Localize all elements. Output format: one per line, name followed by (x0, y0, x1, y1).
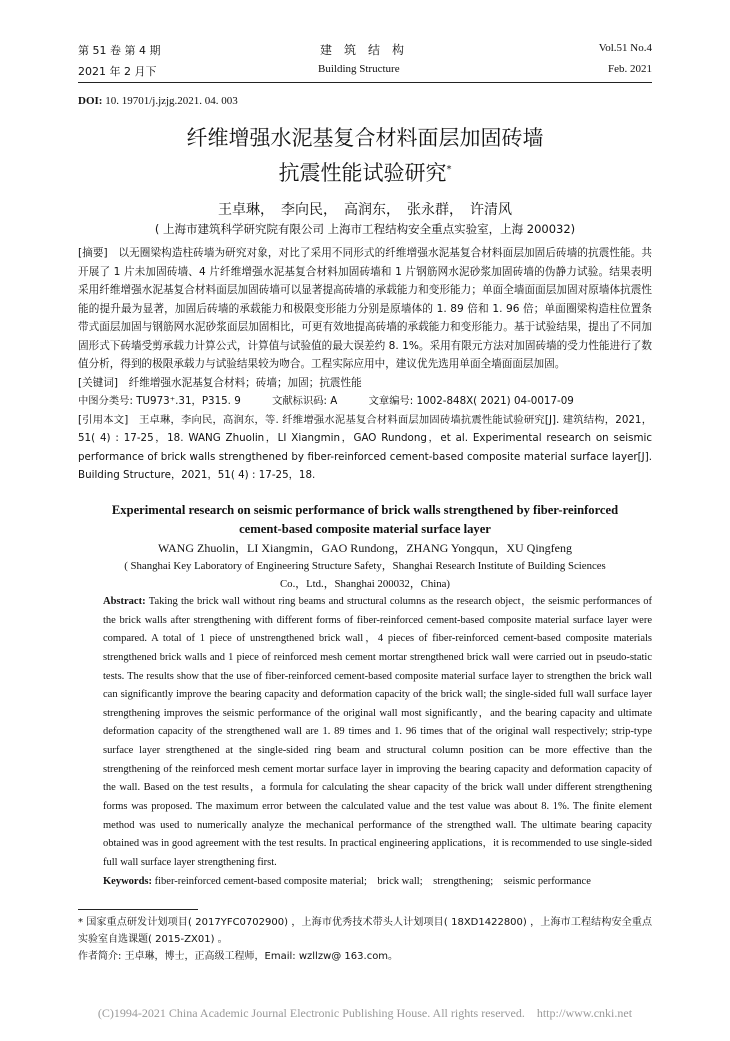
keywords-en-label: Keywords: (103, 875, 155, 887)
affiliation-en-line2: Co.，Ltd.，Shanghai 200032，China) (279, 577, 451, 590)
authors-cn: 王卓琳， 李向民， 高润东， 张永群， 许清风 (218, 202, 512, 218)
copyright-watermark: (C)1994-2021 China Academic Journal Electronic Publishing House. All rights reserved. http://www.cnki.net (97, 1006, 633, 1021)
journal-name-en: Building Structure (318, 63, 400, 75)
abstract-en-text: Taking the brick wall without ring beams and structural columns as the research object，the seismic performances of the brick walls after strengthening with different forms of fiber-reinforced cement-based composite material surface layer were compared. A total of 1 piece of unstrengthened brick wall，4 pieces of fiber-reinforced cement-based composite materials strengthened brick walls and 1 piece of reinforced mesh cement mortar strengthened brick wall were carried out in pseudo-static tests. The results show that the use of fiber-reinforced cement-based composite material surface layer to strengthen the brick wall can significantly improve the bearing capacity and deformation capacity of the brick wall; the single-sided full wall surface layer strengthening improves the seismic performance of the original wall most significantly，and the bearing capacity and ultimate deformation capacity of the strengthened wall are 1. 89 times and 1. 96 times that of the original wall respectively; strip-type surface layer strengthened at the single-sided ring beam and structural column position can be more effective than the strengthening of the reinforced mesh cement mortar surface layer in improving the bearing capacity and deformation capacity of the wall. Based on the test results，a formula for calculating the shear capacity of the brick wall under different strengthening forms was proposed. The maximum error between the calculated value and the test value was about 8. 1%. The finite element method was used to numerically analyze the mechanical performance of the strengthed wall. The ultimate bearing capacity obtained was in good agreement with the test results. In practical engineering applications，it is recommended to use single-sided full wall surface layer strengthening first. (103, 595, 653, 869)
keywords-cn-text: 纤维增强水泥基复合材料；砖墙；加固；抗震性能 (128, 376, 362, 389)
doi-label: DOI: (78, 95, 103, 107)
citation-label: [引用本文] (78, 413, 139, 426)
abstract-en (103, 593, 652, 873)
keywords-en-text: fiber-reinforced cement-based composite material; brick wall; strengthening; seismic performance (154, 875, 591, 887)
doi-value: 10. 19701/j.jzjg.2021. 04. 003 (102, 95, 238, 107)
affiliation-en-line1: ( Shanghai Key Laboratory of Engineering Structure Safety，Shanghai Research Institute of Building Sciences (124, 559, 606, 572)
authors-en: WANG Zhuolin，LI Xiangmin，GAO Rundong，ZHANG Yongqun，XU Qingfeng (158, 540, 572, 555)
journal-name-cn: 建 筑 结 构 (320, 43, 405, 57)
title-footnote-mark: * (446, 164, 452, 175)
volume-cn: 第 51 卷 第 4 期 (78, 44, 161, 57)
clc-number: 中图分类号: TU973⁺.31，P315. 9 (78, 395, 241, 407)
title-cn-line2 (78, 154, 652, 189)
footnote-rule (78, 909, 198, 910)
title-cn-text: 抗震性能试验研究 (278, 161, 447, 185)
date-cn: 2021 年 2 月下 (78, 65, 157, 78)
title-en-line2: cement-based composite material surface layer (239, 521, 491, 536)
abstract-cn-text: 以无圈梁构造柱砖墙为研究对象，对比了采用不同形式的纤维增强水泥基复合材料面层加固后砖墙的抗震性能。共开展了 1 片未加固砖墙、4 片纤维增强水泥基复合材料加固砖墙和 1 片钢筋网水泥砂浆加固砖墙的伪静力试验。结果表明 采用纤维增强水泥基复合材料面层加固砖墙可以显著提高砖墙的承载能力和变形能力；单面全墙面面层加固对原墙体抗震性能的提升最为显著，加固后砖墙的承载能力和极限变形能力分别是原墙体的 1. 89 倍和 1. 96 倍；单面圈梁构造柱位置条带式面层加固与钢筋网水泥砂浆面层加固相比，可更有效地提高砖墙的承载能力和变形能力。基于试验结果，提出了不同加固形式下砖墙受剪承载力计算公式，计算值与试验值的最大误差约 8. 1%。采用有限元方法对加固砖墙的受力性能进行了数值分析，得到的极限承载力与试验结果较为吻合。工程实际应用中，建议优先选用单面全墙面面层加固。 (78, 247, 652, 370)
footnote-fund: * 国家重点研发计划项目( 2017YFC0702900) ，上海市优秀技术带头人计划项目( 18XD1422800) ，上海市工程结构安全重点实验室自选课题( 2015-ZX01) 。 (78, 917, 652, 946)
citation (78, 411, 652, 485)
title-en-line1: Experimental research on seismic performance of brick walls strengthened by fiber-reinforced (111, 502, 619, 517)
article-number: 文章编号: 1002-848X( 2021) 04-0017-09 (368, 395, 574, 407)
footnote-author: 作者简介: 王卓琳，博士，正高级工程师，Email: wzllzw@ 163.com。 (78, 951, 399, 963)
abstract-en-label: Abstract: (103, 595, 149, 607)
keywords-en (103, 873, 652, 892)
abstract-cn (78, 244, 652, 374)
citation-text: 王卓琳，李向民，高润东，等. 纤维增强水泥基复合材料面层加固砖墙抗震性能试验研究[J]. 建筑结构，2021，51( 4) : 17-25，18. WANG Zhuolin，LI Xiangmin，GAO Rundong，et al. Experimental research on seismic performance of brick walls strengthened by fiber-reinforced cement-based composite material surface layer[J]. Building Structure，2021，51( 4) : 17-25，18. (78, 413, 652, 482)
classification (78, 392, 652, 411)
affiliation-cn: ( 上海市建筑科学研究院有限公司 上海市工程结构安全重点实验室，上海 200032) (154, 222, 576, 236)
keywords-cn (78, 374, 652, 393)
abstract-cn-label: [摘要] (78, 247, 119, 259)
doi (78, 94, 652, 108)
volume-en: Vol.51 No.4 (598, 42, 652, 54)
date-en: Feb. 2021 (608, 63, 652, 75)
document-code: 文献标识码: A (272, 395, 338, 407)
keywords-cn-label: [关键词] (78, 376, 129, 389)
title-cn-line1: 纤维增强水泥基复合材料面层加固砖墙 (186, 126, 544, 150)
